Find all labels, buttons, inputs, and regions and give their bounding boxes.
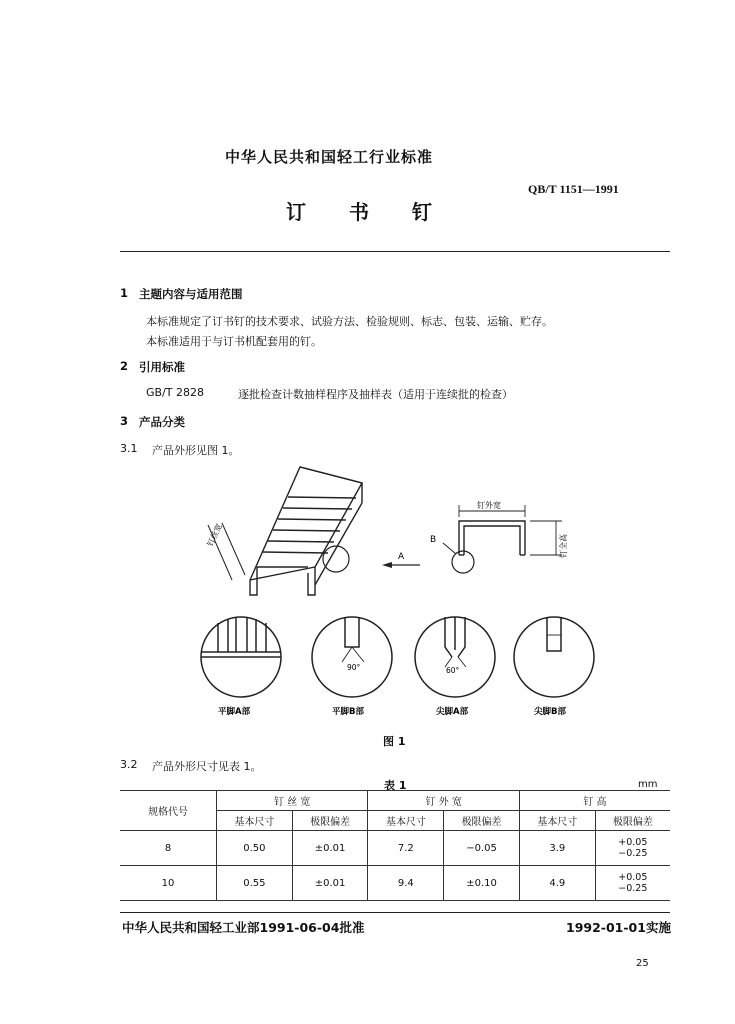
section-2-number: 2 (120, 359, 129, 373)
height-tol-lower: −0.25 (618, 883, 648, 894)
detail-pointed-a (415, 617, 495, 697)
cell-outer-width: 7.2 (368, 831, 444, 866)
issuing-organization: 中华人民共和国轻工行业标准 (225, 148, 434, 166)
sublabel-flat-a: 平脚A部 (218, 707, 251, 717)
cell-wire-width-tol: ±0.01 (292, 831, 368, 866)
label-full-height: 钉全高 (559, 534, 568, 558)
table-title: 表 1 (384, 779, 407, 792)
detail-circle-b (452, 551, 474, 573)
cell-wire-width-tol: ±0.01 (292, 866, 368, 901)
section-3-number: 3 (120, 414, 129, 428)
clause-3-1-number: 3.1 (120, 442, 138, 455)
header-spec-code: 规格代号 (120, 791, 217, 831)
cell-outer-width: 9.4 (368, 866, 444, 901)
effective-date: 1992-01-01实施 (566, 920, 671, 935)
section-2-title: 引用标准 (139, 360, 185, 374)
dimensions-table (120, 790, 670, 901)
detail-pointed-b (514, 617, 594, 697)
header-wire-width: 钉 丝 宽 (217, 791, 368, 811)
clause-3-1-text: 产品外形见图 1。 (152, 444, 240, 457)
subheader-basic: 基本尺寸 (368, 811, 444, 831)
height-tol-lower: −0.25 (618, 848, 648, 859)
subheader-basic: 基本尺寸 (519, 811, 595, 831)
subheader-basic: 基本尺寸 (217, 811, 293, 831)
cell-height-tol (595, 866, 670, 901)
table-row (120, 831, 670, 866)
footer-rule (120, 912, 670, 913)
section-1-paragraph-1: 本标准规定了订书钉的技术要求、试验方法、检验规则、标志、包装、运输、贮存。 (146, 315, 553, 328)
figure-1-drawing (120, 455, 680, 725)
approval-note: 中华人民共和国轻工业部1991-06-04批准 (122, 920, 365, 935)
standard-code: QB/T 1151—1991 (528, 182, 619, 196)
document-title: 订 书 钉 (286, 200, 450, 224)
section-1-title: 主题内容与适用范围 (139, 287, 243, 301)
cell-height: 4.9 (519, 866, 595, 901)
label-outer-width: 钉外宽 (477, 501, 501, 510)
label-wire-width: 钉丝宽 (205, 522, 224, 548)
table-row (120, 866, 670, 901)
clause-3-2-text: 产品外形尺寸见表 1。 (152, 760, 262, 773)
figure-caption: 图 1 (383, 735, 406, 748)
clause-3-2-number: 3.2 (120, 758, 138, 771)
cell-height: 3.9 (519, 831, 595, 866)
detail-flat-a (201, 617, 281, 697)
angle-90: 90° (347, 663, 361, 672)
cell-code: 10 (120, 866, 217, 901)
staple-strip-isometric (208, 467, 362, 595)
detail-flat-b (312, 617, 392, 697)
subheader-tolerance: 极限偏差 (444, 811, 520, 831)
detail-circle-a (323, 546, 349, 572)
page-number: 25 (636, 958, 649, 969)
cell-outer-width-tol: ±0.10 (444, 866, 520, 901)
cell-wire-width: 0.55 (217, 866, 293, 901)
cell-outer-width-tol: −0.05 (444, 831, 520, 866)
reference-title: 逐批检查计数抽样程序及抽样表（适用于连续批的检查） (238, 388, 513, 401)
height-tol-upper: +0.05 (618, 872, 648, 883)
cell-code: 8 (120, 831, 217, 866)
header-rule (120, 251, 670, 252)
sublabel-flat-b: 平脚B部 (332, 707, 364, 717)
label-view-a: A (398, 552, 405, 562)
sublabel-pointed-b: 尖脚B部 (534, 707, 566, 717)
subheader-tolerance: 极限偏差 (595, 811, 670, 831)
staple-side-view (459, 505, 562, 555)
height-tol-upper: +0.05 (618, 837, 648, 848)
header-outer-width: 钉 外 宽 (368, 791, 519, 811)
header-height: 钉 高 (519, 791, 670, 811)
angle-60: 60° (446, 666, 460, 675)
section-1-number: 1 (120, 286, 129, 300)
cell-height-tol (595, 831, 670, 866)
label-detail-b: B (430, 535, 437, 545)
section-3-title: 产品分类 (139, 415, 185, 429)
cell-wire-width: 0.50 (217, 831, 293, 866)
table-unit: mm (638, 779, 658, 790)
section-1-paragraph-2: 本标准适用于与订书机配套用的钉。 (146, 335, 322, 348)
reference-code: GB/T 2828 (146, 386, 204, 399)
subheader-tolerance: 极限偏差 (292, 811, 368, 831)
sublabel-pointed-a: 尖脚A部 (436, 707, 469, 717)
